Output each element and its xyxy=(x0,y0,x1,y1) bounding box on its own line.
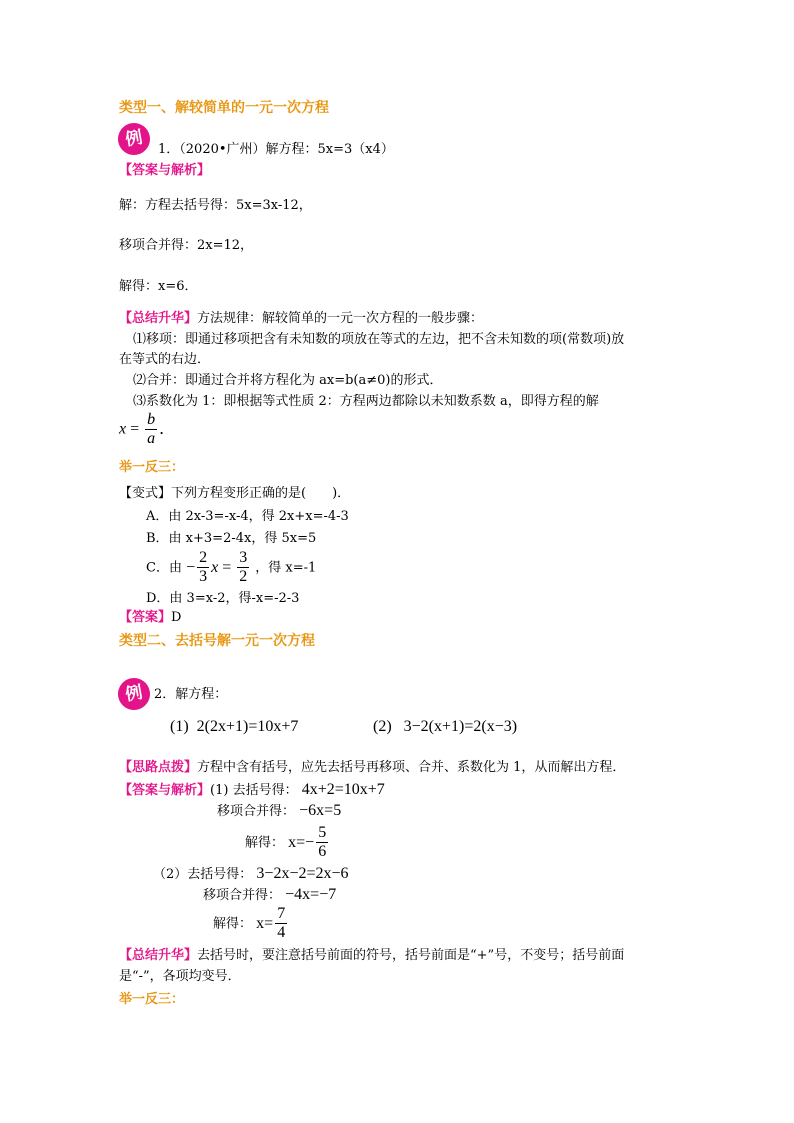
sol2-step1: （2）去括号得： 3−2x−2=2x−6 xyxy=(153,865,349,882)
practice-label-2: 举一反三： xyxy=(119,992,185,1007)
summary-label-1: 【总结升华】 xyxy=(119,311,198,326)
summary-1 xyxy=(119,311,483,327)
variant-question: 【变式】下列方程变形正确的是( )． xyxy=(119,486,351,501)
example-1-text: 1．（2020•广州）解方程：5x=3（x4） xyxy=(158,142,394,157)
option-c: C．由 − $\frac{2}{3}$ x = $\frac{3}{2}$ ，得 x=-1 xyxy=(146,549,317,586)
example-badge-1: 例 xyxy=(115,120,152,157)
section-heading-type2: 类型二、去括号解一元一次方程 xyxy=(119,633,315,649)
step-1-cont: 在等式的右边． xyxy=(119,352,211,367)
solution-line-1: 解：方程去括号得：5x=3x-12， xyxy=(119,198,312,213)
solution-formula: x = $\frac{b}{a}$ ． xyxy=(119,411,176,448)
example-2-text: 2．解方程： xyxy=(154,687,228,702)
option-a: A．由 2x-3=-x-4，得 2x+x=-4-3 xyxy=(146,509,349,524)
sol1-step3: 解得： x=− $\frac{5}{6}$ xyxy=(245,824,327,861)
section-heading-type1: 类型一、解较简单的一元一次方程 xyxy=(119,100,329,116)
formula-fraction: $\frac{b}{a}$ xyxy=(147,411,156,448)
step-2: ⑵合并：即通过合并将方程化为 ax=b(a≠0)的形式． xyxy=(133,373,443,388)
sol2-fraction: $\frac{7}{4}$ xyxy=(277,905,286,942)
answer-label-1: 【答案与解析】 xyxy=(119,163,211,178)
sol1-step1: 【答案与解析】(1) 去括号得： 4x+2=10x+7 xyxy=(119,781,385,798)
summary-text-1: 方法规律：解较简单的一元一次方程的一般步骤： xyxy=(197,311,484,326)
option-b: B．由 x+3=2-4x，得 5x=5 xyxy=(146,531,317,546)
equation-2: (2) 3−2(x+1)=2(x−3) xyxy=(373,718,518,735)
summary-2-line2: 是“-”，各项均变号． xyxy=(119,969,241,984)
sol2-step3: 解得： x= $\frac{7}{4}$ xyxy=(213,905,286,942)
hint: 【思路点拨】方程中含有括号，应先去括号再移项、合并、系数化为 1，从而解出方程． xyxy=(119,760,626,775)
practice-label-1: 举一反三： xyxy=(119,460,185,475)
option-c-fraction-right: $\frac{3}{2}$ xyxy=(239,549,248,586)
option-c-fraction-left: $\frac{2}{3}$ xyxy=(199,549,208,586)
summary-2-line1: 【总结升华】去括号时，要注意括号前面的符号，括号前面是“+”号，不变号；括号前面 xyxy=(119,948,625,963)
step-1: ⑴移项：即通过移项把含有未知数的项放在等式的左边，把不含未知数的项(常数项)放 xyxy=(133,332,625,347)
sol1-step2: 移项合并得： −6x=5 xyxy=(217,802,342,819)
sol2-step2: 移项合并得： −4x=−7 xyxy=(203,886,337,903)
sol1-fraction: $\frac{5}{6}$ xyxy=(318,824,327,861)
example-badge-2: 例 xyxy=(115,675,152,712)
option-d: D．由 3=x-2，得-x=-2-3 xyxy=(146,591,300,606)
solution-line-3: 解得：x=6． xyxy=(119,279,198,294)
variant-answer: 【答案】D xyxy=(119,610,182,625)
solution-line-2: 移项合并得：2x=12， xyxy=(119,238,254,253)
step-3: ⑶系数化为 1：即根据等式性质 2：方程两边都除以未知数系数 a，即得方程的解 xyxy=(133,394,599,409)
equation-1: (1) 2(2x+1)=10x+7 xyxy=(170,718,299,735)
